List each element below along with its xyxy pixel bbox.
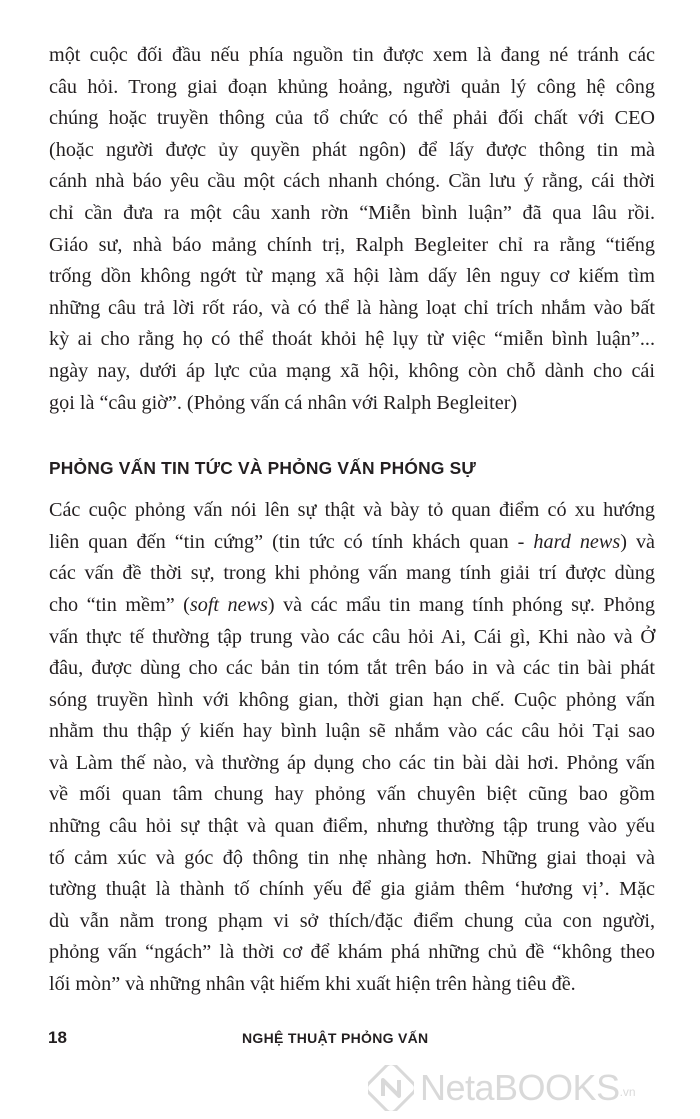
text-line: và Làm thế nào, và thường áp dụng cho các tin bài dài hơi. Phỏng vấn — [49, 751, 655, 774]
text-line: tố cảm xúc và góc độ thông tin nhẹ nhàng hơn. Những giai thoại và — [49, 846, 655, 869]
section-heading: PHỎNG VẤN TIN TỨC VÀ PHỎNG VẤN PHÓNG SỰ — [49, 458, 477, 479]
text-line: Các cuộc phỏng vấn nói lên sự thật và bày tỏ quan điểm có xu hướng — [49, 499, 655, 522]
text-line: cánh nhà báo yêu cầu một cách nhanh chóng. Cần lưu ý rằng, cái thời — [49, 170, 655, 193]
text-line: câu hỏi. Trong giai đoạn khủng hoảng, người quản lý công hệ công — [49, 75, 655, 98]
paragraph-news-feature-interview — [49, 495, 655, 1001]
text-line: Giáo sư, nhà báo mảng chính trị, Ralph Begleiter chỉ ra rằng “tiếng — [49, 233, 655, 256]
text-line: (hoặc người được ủy quyền phát ngôn) để lấy được thông tin mà — [49, 138, 655, 161]
text-line: gọi là “câu giờ”. (Phỏng vấn cá nhân với Ralph Begleiter) — [49, 391, 518, 414]
text-line: nhằm thu thập ý kiến hay bình luận sẽ nhắm vào các câu hỏi Tại sao — [49, 720, 655, 743]
text-line: sóng truyền hình với không gian, thời gian hạn chế. Cuộc phỏng vấn — [49, 688, 655, 711]
text-line — [49, 590, 655, 622]
text-line: đâu, được dùng cho các bản tin tóm tắt trên báo in và các tin bài phát — [49, 657, 655, 680]
text-run: ) và — [620, 530, 656, 553]
text-line: tường thuật là thành tố chính yếu để gia giảm thêm ‘hương vị’. Mặc — [49, 878, 655, 901]
text-line: các vấn đề thời sự, trong khi phỏng vấn mang tính giải trí được dùng — [49, 562, 655, 585]
paragraph-crisis-interview — [49, 40, 655, 419]
page-number: 18 — [48, 1028, 67, 1047]
text-line: một cuộc đối đầu nếu phía nguồn tin được xem là đang né tránh các — [49, 44, 655, 66]
text-line: vấn thực tế thường tập trung vào các câu hỏi Ai, Cái gì, Khi nào và Ở — [49, 625, 655, 648]
watermark-brand: NetaBOOKS — [420, 1067, 620, 1108]
watermark-suffix: .vn — [619, 1085, 636, 1099]
text-line — [49, 527, 655, 559]
italic-term-hard-news: hard news — [533, 530, 621, 553]
italic-term-soft-news: soft news — [189, 593, 268, 616]
text-run: cho “tin mềm” ( — [49, 593, 190, 616]
text-run: ) và các mẩu tin mang tính phóng sự. Phỏng — [267, 593, 655, 616]
text-line: phỏng vấn “ngách” là thời cơ để khám phá những chủ đề “không theo — [49, 941, 655, 964]
text-line: dù vẫn nằm trong phạm vi sở thích/đặc điểm chung của con người, — [49, 909, 655, 932]
text-line: chúng hoặc truyền thông của tổ chức có thể phải đối chất với CEO — [49, 107, 655, 130]
text-line: ngày nay, dưới áp lực của mạng xã hội, không còn chỗ dành cho cái — [49, 359, 655, 382]
text-line: kỳ ai cho rằng họ có thể thoát khỏi hệ lụy từ việc “miễn bình luận”... — [49, 328, 655, 351]
running-title: NGHỆ THUẬT PHỎNG VẤN — [242, 1030, 429, 1046]
text-line: trống dồn không ngớt từ mạng xã hội làm dấy lên nguy cơ kiếm tìm — [49, 265, 655, 288]
text-line: về mối quan tâm chung hay phỏng vấn chuyên biệt cũng bao gồm — [49, 783, 655, 806]
netabooks-logo-icon — [368, 1065, 414, 1111]
watermark — [368, 1063, 698, 1113]
text-line: những câu hỏi sự thật và quan điểm, nhưng thường tập trung vào yếu — [49, 815, 655, 838]
text-run: liên quan đến “tin cứng” (tin tức có tính khách quan - — [49, 530, 534, 553]
page-body — [49, 40, 655, 1001]
text-line: chỉ cần đưa ra một câu xanh rờn “Miễn bình luận” đã qua lâu rồi. — [49, 201, 655, 224]
text-line: lối mòn” và những nhân vật hiếm khi xuất hiện trên hàng tiêu đề. — [49, 973, 576, 996]
text-line: những câu trả lời rốt ráo, và có thể là hàng loạt chỉ trích nhắm vào bất — [49, 296, 655, 319]
